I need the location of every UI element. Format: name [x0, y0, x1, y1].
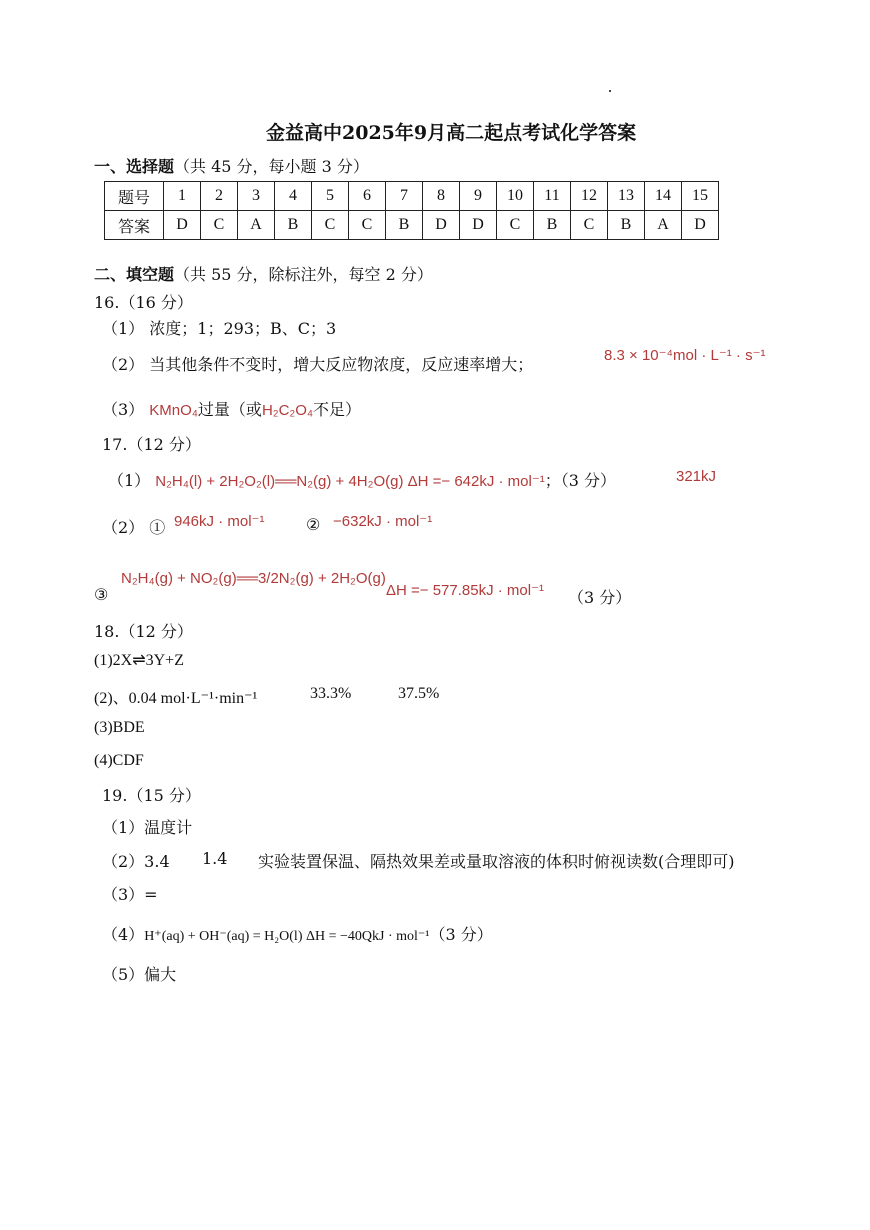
- question-number: 12: [571, 182, 608, 211]
- q16-part2: [102, 352, 533, 375]
- row-label-answer: 答案: [105, 211, 164, 240]
- q18-part2-fraction: 37.5%: [398, 685, 440, 702]
- q16-header: 16.（16 分）: [94, 293, 193, 312]
- q19-part4: [102, 922, 493, 945]
- q19-header: 19.（15 分）: [102, 786, 201, 805]
- question-number: 14: [645, 182, 682, 211]
- q18-part2-conversion: 33.3%: [310, 685, 352, 702]
- q19-part5: （5）偏大: [102, 965, 177, 984]
- section2-note: （共 55 分，除标注外，每空 2 分）: [174, 265, 433, 284]
- question-number: 7: [386, 182, 423, 211]
- question-number: 11: [534, 182, 571, 211]
- answer-cell: A: [645, 211, 682, 240]
- question-number: 10: [497, 182, 534, 211]
- answer-cell: A: [238, 211, 275, 240]
- score-note: ；（3 分）: [544, 471, 617, 490]
- question-number: 4: [275, 182, 312, 211]
- q19-part2-b: 1.4: [202, 849, 228, 868]
- q16-part3: [102, 397, 361, 420]
- score-note: （3 分）: [429, 925, 493, 944]
- part-label: （1）: [102, 319, 145, 338]
- q18-part4: (4)CDF: [94, 752, 144, 769]
- q18-part1: (1)2X⇌3Y+Z: [94, 652, 184, 669]
- answer-cell: B: [608, 211, 645, 240]
- answer-cell: C: [312, 211, 349, 240]
- row-label-question: 题号: [105, 182, 164, 211]
- q19-part2-c: 实验装置保温、隔热效果差或量取溶液的体积时俯视读数(合理即可): [258, 852, 735, 871]
- q19-part3: （3）=: [102, 885, 158, 904]
- part-label: （2）: [102, 518, 145, 537]
- speck: [609, 90, 611, 92]
- q17-part1: [108, 468, 616, 491]
- q16-part1: [102, 316, 336, 339]
- question-number: 6: [349, 182, 386, 211]
- page-title: 金益高中2025年9月高二起点考试化学答案: [266, 122, 637, 144]
- part-label: （2）: [102, 355, 145, 374]
- q18-part2-rate: (2)、0.04 mol·L⁻¹·min⁻¹: [94, 690, 258, 707]
- answer-cell: D: [460, 211, 497, 240]
- circled-3: ③: [94, 585, 109, 604]
- q17-energy-value: 321kJ: [676, 468, 717, 485]
- part-label: （4）: [102, 925, 145, 944]
- answer-cell: D: [682, 211, 719, 240]
- section1-heading-line: [94, 154, 369, 177]
- question-number: 2: [201, 182, 238, 211]
- section1-note: （共 45 分，每小题 3 分）: [174, 157, 369, 176]
- q17-dh-3: ΔH =− 577.85kJ · mol⁻¹: [386, 582, 544, 599]
- section2-heading: 二、填空题: [94, 265, 175, 284]
- answer-text: 浓度；1；293；B、C；3: [149, 319, 337, 338]
- q18-header: 18.（12 分）: [94, 622, 193, 641]
- question-number: 13: [608, 182, 645, 211]
- question-number: 15: [682, 182, 719, 211]
- question-number: 9: [460, 182, 497, 211]
- question-number: 8: [423, 182, 460, 211]
- question-number: 1: [164, 182, 201, 211]
- answer-cell: C: [201, 211, 238, 240]
- table-row-answers: [105, 211, 719, 240]
- answer-cell: B: [275, 211, 312, 240]
- q17-bond-energy: 946kJ · mol⁻¹: [174, 513, 265, 530]
- neutralization-equation: H⁺(aq) + OH⁻(aq) = H₂O(l) ΔH = −40QkJ · mol⁻¹: [144, 929, 430, 944]
- circled-2: ②: [306, 515, 321, 534]
- question-number: 3: [238, 182, 275, 211]
- answer-cell: D: [164, 211, 201, 240]
- answer-cell: C: [497, 211, 534, 240]
- q17-part2: [102, 515, 165, 538]
- circled-1: ①: [149, 518, 166, 537]
- formula-kmno4: KMnO₄: [149, 402, 198, 419]
- table-row-numbers: [105, 182, 719, 211]
- answer-cell: B: [386, 211, 423, 240]
- q17-header: 17.（12 分）: [102, 435, 201, 454]
- thermo-equation: N₂H₄(l) + 2H₂O₂(l)══N₂(g) + 4H₂O(g) ΔH =− 642kJ · mol⁻¹: [155, 473, 545, 490]
- answer-text: 过量（或: [197, 400, 262, 419]
- answer-cell: C: [571, 211, 608, 240]
- q19-part1: （1）温度计: [102, 818, 193, 837]
- q17-equation-3: N₂H₄(g) + NO₂(g)══3/2N₂(g) + 2H₂O(g): [121, 570, 386, 587]
- part-label: （1）: [108, 471, 151, 490]
- answer-text: 当其他条件不变时，增大反应物浓度，反应速率增大；: [149, 355, 534, 374]
- formula-h2c2o4: H₂C₂O₄: [261, 402, 314, 419]
- answer-cell: C: [349, 211, 386, 240]
- q18-part3: (3)BDE: [94, 719, 145, 736]
- answer-table: [104, 181, 719, 240]
- answer-cell: B: [534, 211, 571, 240]
- section2-heading-line: [94, 262, 433, 285]
- q16-rate-formula: 8.3 × 10⁻⁴mol · L⁻¹ · s⁻¹: [604, 347, 766, 364]
- question-number: 5: [312, 182, 349, 211]
- q19-part2-a: （2）3.4: [102, 852, 170, 871]
- part-label: （3）: [102, 400, 145, 419]
- q17-enthalpy: −632kJ · mol⁻¹: [333, 513, 433, 530]
- answer-cell: D: [423, 211, 460, 240]
- section1-heading: 一、选择题: [94, 157, 175, 176]
- score-note: （3 分）: [568, 588, 632, 607]
- answer-text: 不足）: [313, 400, 362, 419]
